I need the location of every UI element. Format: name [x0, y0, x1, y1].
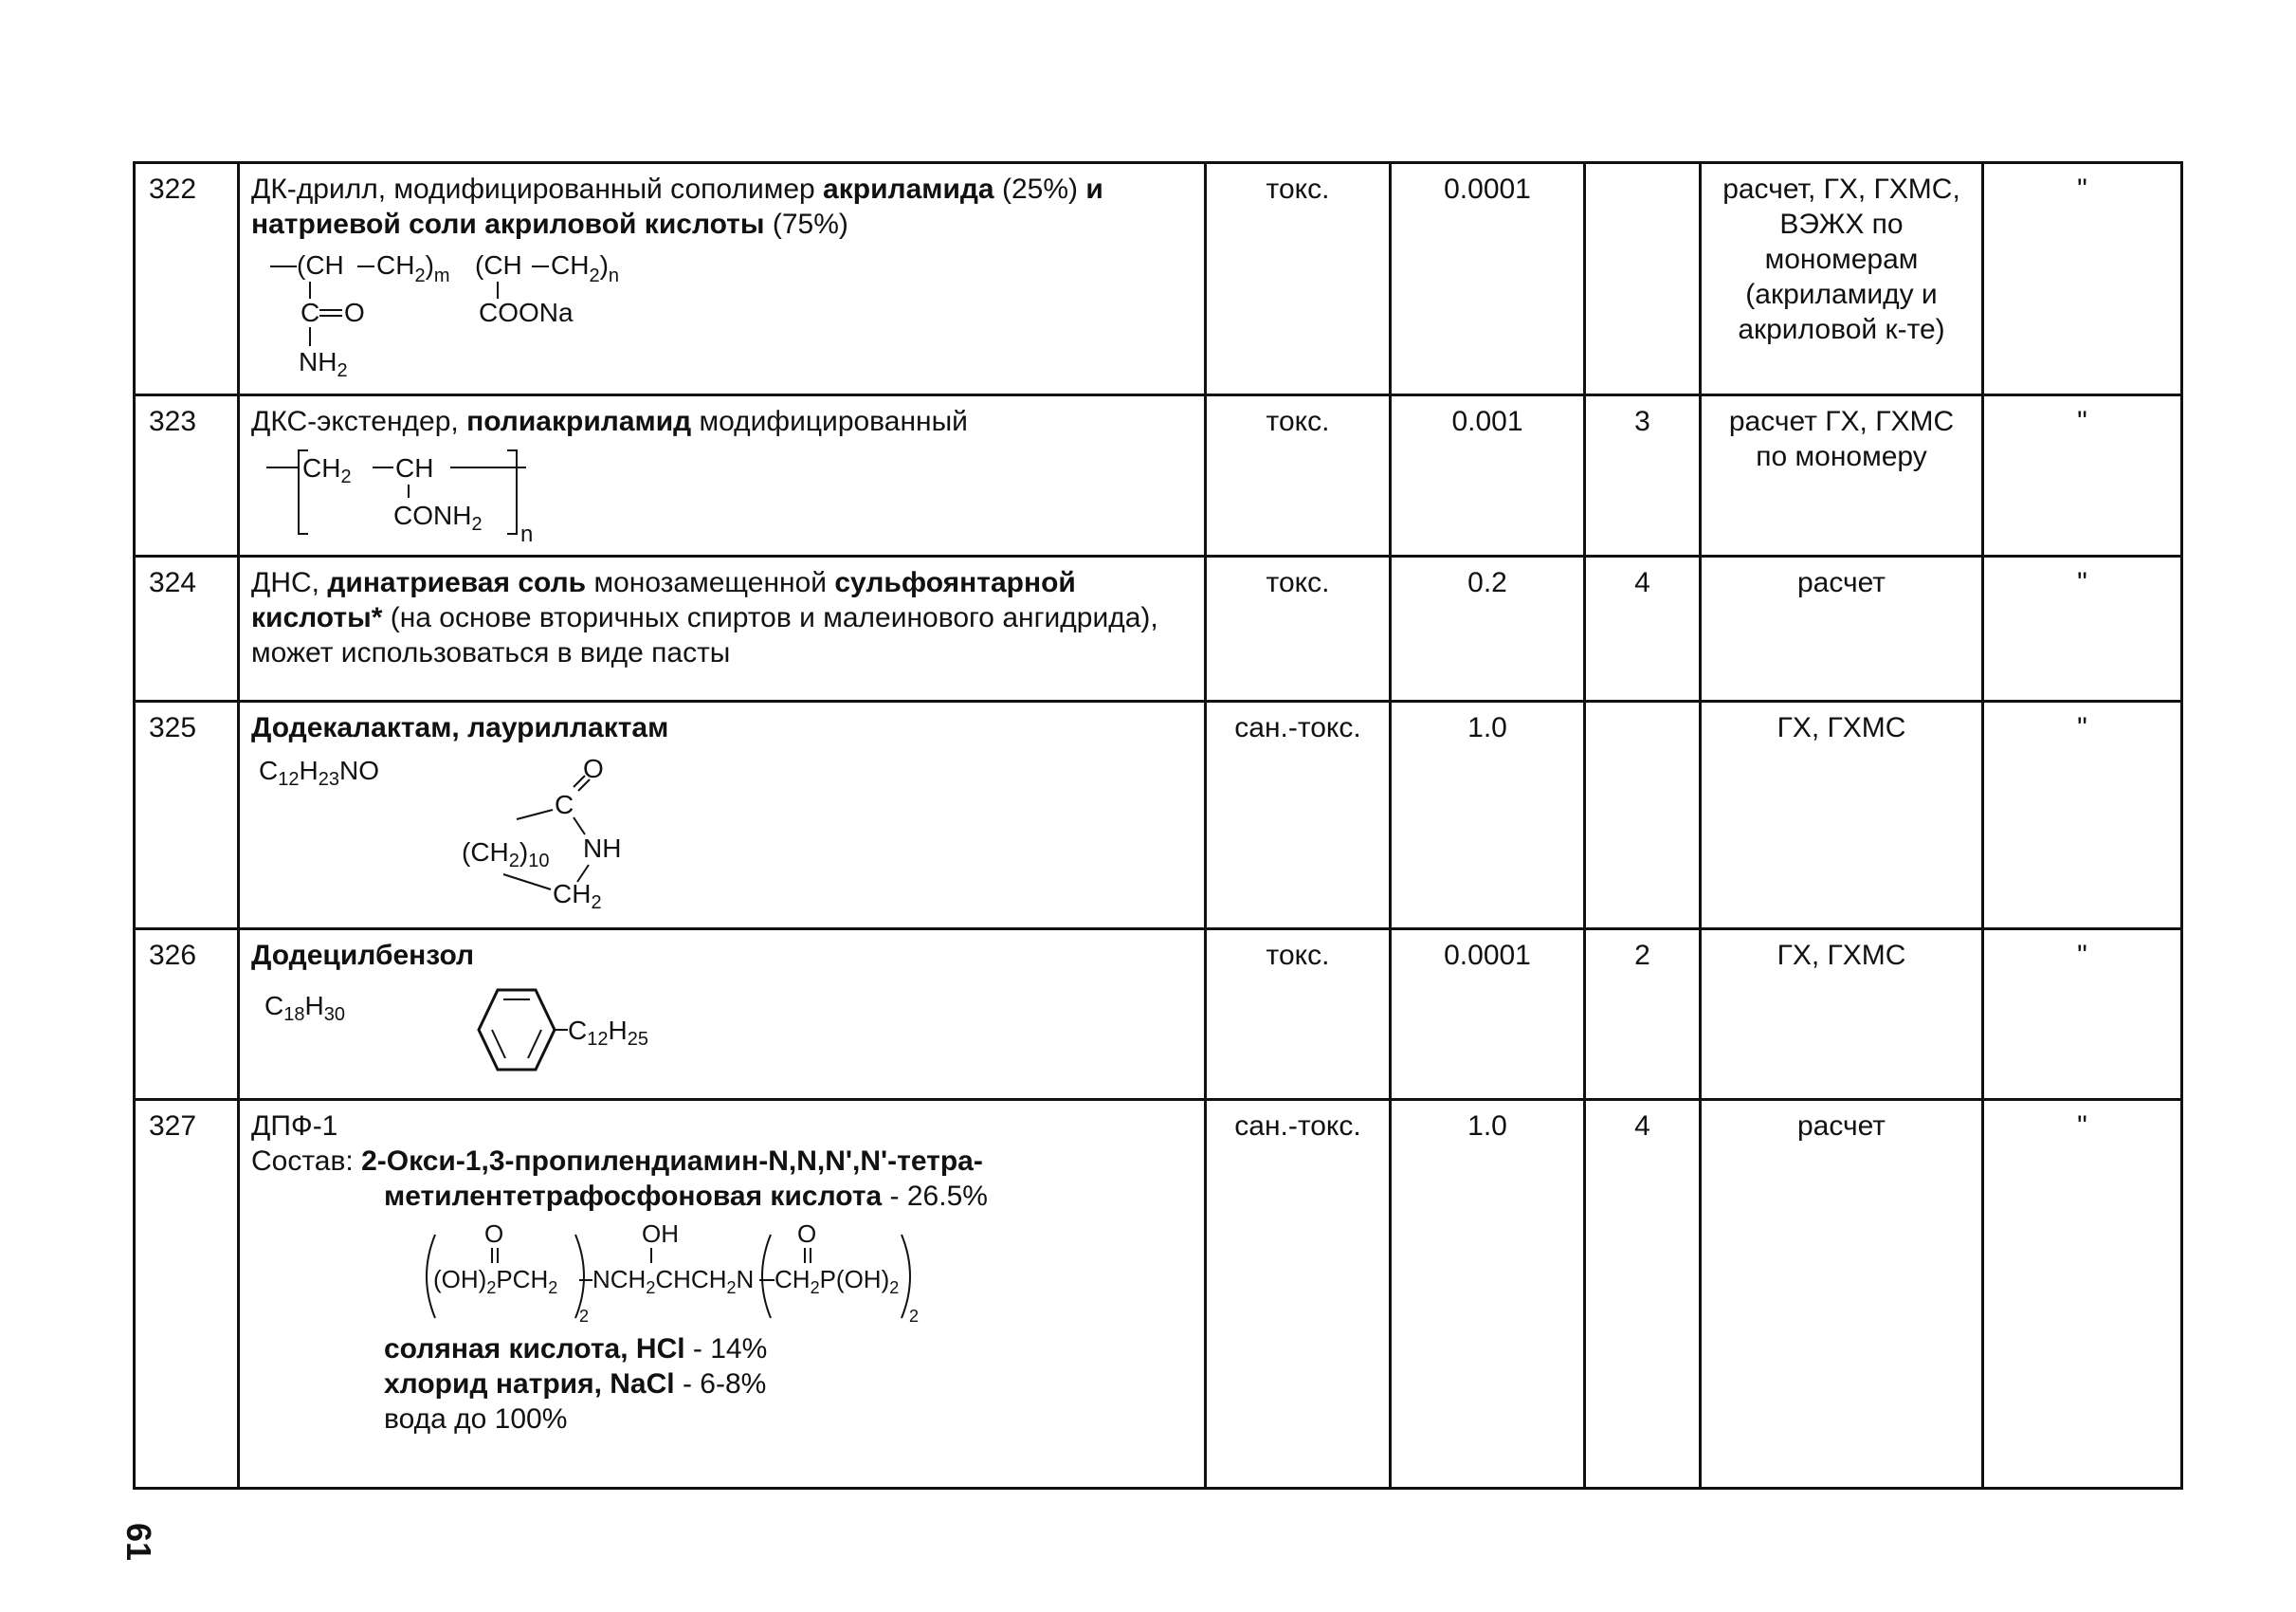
- svg-text:O: O: [484, 1219, 504, 1248]
- svg-text:(CH: (CH: [297, 250, 344, 280]
- substance-cell: ДКС-экстендер, полиакриламид модифицированный $CH_2$ CH $CONH_2$ n: [239, 395, 1206, 557]
- mpc-value: 0.2: [1391, 557, 1585, 702]
- svg-text:CONH2: $CONH_2$: [393, 501, 483, 535]
- hazard-class: 2: [1585, 929, 1701, 1100]
- hazard-class: [1585, 702, 1701, 929]
- svg-text:CH: CH: [395, 453, 434, 483]
- svg-text:n: n: [520, 522, 534, 547]
- hazard-type: токс.: [1206, 929, 1391, 1100]
- mpc-value: 0.0001: [1391, 163, 1585, 395]
- mpc-value: 1.0: [1391, 702, 1585, 929]
- svg-text:2: 2: [909, 1307, 920, 1326]
- analysis-method: расчет ГХ, ГХМС по мономеру: [1701, 395, 1983, 557]
- svg-text:CH2P(OH)2: $CH_2P(OH)_2$: [774, 1265, 900, 1297]
- structural-formula: [251, 246, 725, 378]
- svg-text:C: C: [301, 298, 320, 327]
- svg-text:C: C: [555, 790, 574, 819]
- substance-cell: Додекалактам, лауриллактам $C_{12}H_{23}NO$ O C $(CH_2)_{10}$ NH $CH_2$: [239, 702, 1206, 929]
- svg-text:(OH)2PCH2: $(OH)_2PCH_2$: [433, 1265, 558, 1297]
- analysis-method: ГХ, ГХМС: [1701, 702, 1983, 929]
- substances-table: [133, 161, 2183, 1490]
- row-number: 325: [135, 702, 239, 929]
- row-number: 324: [135, 557, 239, 702]
- page-number: 61: [119, 1522, 159, 1562]
- svg-text:NH2: $NH_2$: [299, 347, 348, 378]
- structural-formula: [251, 977, 744, 1090]
- table-row: [135, 1100, 2182, 1489]
- svg-text:C12H23NO: $C_{12}H_{23}NO$: [259, 756, 379, 790]
- svg-text:CH2)m: $CH_2)_m$: [376, 250, 450, 286]
- table-row: [135, 395, 2182, 557]
- structural-formula: [251, 1218, 934, 1331]
- ditto-mark: ": [1983, 929, 2182, 1100]
- svg-text:CH2: $CH_2$: [553, 879, 602, 910]
- hazard-class: 4: [1585, 1100, 1701, 1489]
- substance-cell: ДНС, динатриевая соль монозамещенной сульфоянтарной кислоты* (на основе вторичных спиртов и малеинового ангидрида), может использоваться в виде пасты: [239, 557, 1206, 702]
- svg-text:O: O: [344, 298, 365, 327]
- table-row: [135, 163, 2182, 395]
- structural-formula: [251, 749, 725, 910]
- svg-text:O: O: [583, 754, 604, 783]
- svg-text:C12H25: $C_{12}H_{25}$: [568, 1016, 648, 1050]
- analysis-method: расчет: [1701, 1100, 1983, 1489]
- svg-text:(CH: (CH: [475, 250, 522, 280]
- hazard-type: токс.: [1206, 557, 1391, 702]
- row-number: 327: [135, 1100, 239, 1489]
- ditto-mark: ": [1983, 1100, 2182, 1489]
- table-row: [135, 702, 2182, 929]
- analysis-method: расчет: [1701, 557, 1983, 702]
- substance-cell: Додецилбензол $C_{18}H_{30}$ $C_{12}H_{25}$: [239, 929, 1206, 1100]
- ditto-mark: ": [1983, 702, 2182, 929]
- analysis-method: расчет, ГХ, ГХМС, ВЭЖХ по мономерам (акриламиду и акриловой к-те): [1701, 163, 1983, 395]
- ditto-mark: ": [1983, 557, 2182, 702]
- svg-text:(CH2)10: $(CH_2)_{10}$: [462, 837, 550, 871]
- structural-formula: [251, 443, 592, 547]
- hazard-class: 4: [1585, 557, 1701, 702]
- row-number: 322: [135, 163, 239, 395]
- hazard-type: токс.: [1206, 395, 1391, 557]
- row-number: 326: [135, 929, 239, 1100]
- hazard-class: [1585, 163, 1701, 395]
- hazard-class: 3: [1585, 395, 1701, 557]
- ditto-mark: ": [1983, 163, 2182, 395]
- row-number: 323: [135, 395, 239, 557]
- substance-cell: ДПФ-1 Состав: 2-Окси-1,3-пропилендиамин-N,N,N',N'-тетра- метилентетрафосфоновая кислота - 26.5% O OH O $(OH)_2PCH_2$ 2 $NCH_2CHCH_2N$ $CH_2P(OH)_2$ 2 соляная кислота, HCl - 14% хлорид натрия, NaCl - 6-8% вода до 100%: [239, 1100, 1206, 1489]
- mpc-value: 0.0001: [1391, 929, 1585, 1100]
- analysis-method: ГХ, ГХМС: [1701, 929, 1983, 1100]
- svg-text:NCH2CHCH2N: $NCH_2CHCH_2N$: [592, 1265, 755, 1297]
- hazard-type: токс.: [1206, 163, 1391, 395]
- mpc-value: 1.0: [1391, 1100, 1585, 1489]
- table-row: [135, 557, 2182, 702]
- table-row: [135, 929, 2182, 1100]
- svg-text:OH: OH: [642, 1219, 679, 1248]
- hazard-type: сан.-токс.: [1206, 1100, 1391, 1489]
- svg-text:O: O: [797, 1219, 817, 1248]
- svg-text:2: 2: [579, 1307, 590, 1326]
- ditto-mark: ": [1983, 395, 2182, 557]
- svg-text:C18H30: $C_{18}H_{30}$: [264, 991, 345, 1025]
- svg-text:CH2: $CH_2$: [302, 453, 352, 487]
- substance-cell: ДК-дрилл, модифицированный сополимер акриламида (25%) и натриевой соли акриловой кислоты (75%) (CH $CH_2)_m$ (CH $CH_2)_n$ C O COONa $NH_2$: [239, 163, 1206, 395]
- svg-text:COONa: COONa: [479, 298, 574, 327]
- mpc-value: 0.001: [1391, 395, 1585, 557]
- benzene-ring: [479, 990, 555, 1070]
- hazard-type: сан.-токс.: [1206, 702, 1391, 929]
- svg-text:NH: NH: [583, 833, 622, 863]
- svg-text:CH2)n: $CH_2)_n$: [551, 250, 620, 286]
